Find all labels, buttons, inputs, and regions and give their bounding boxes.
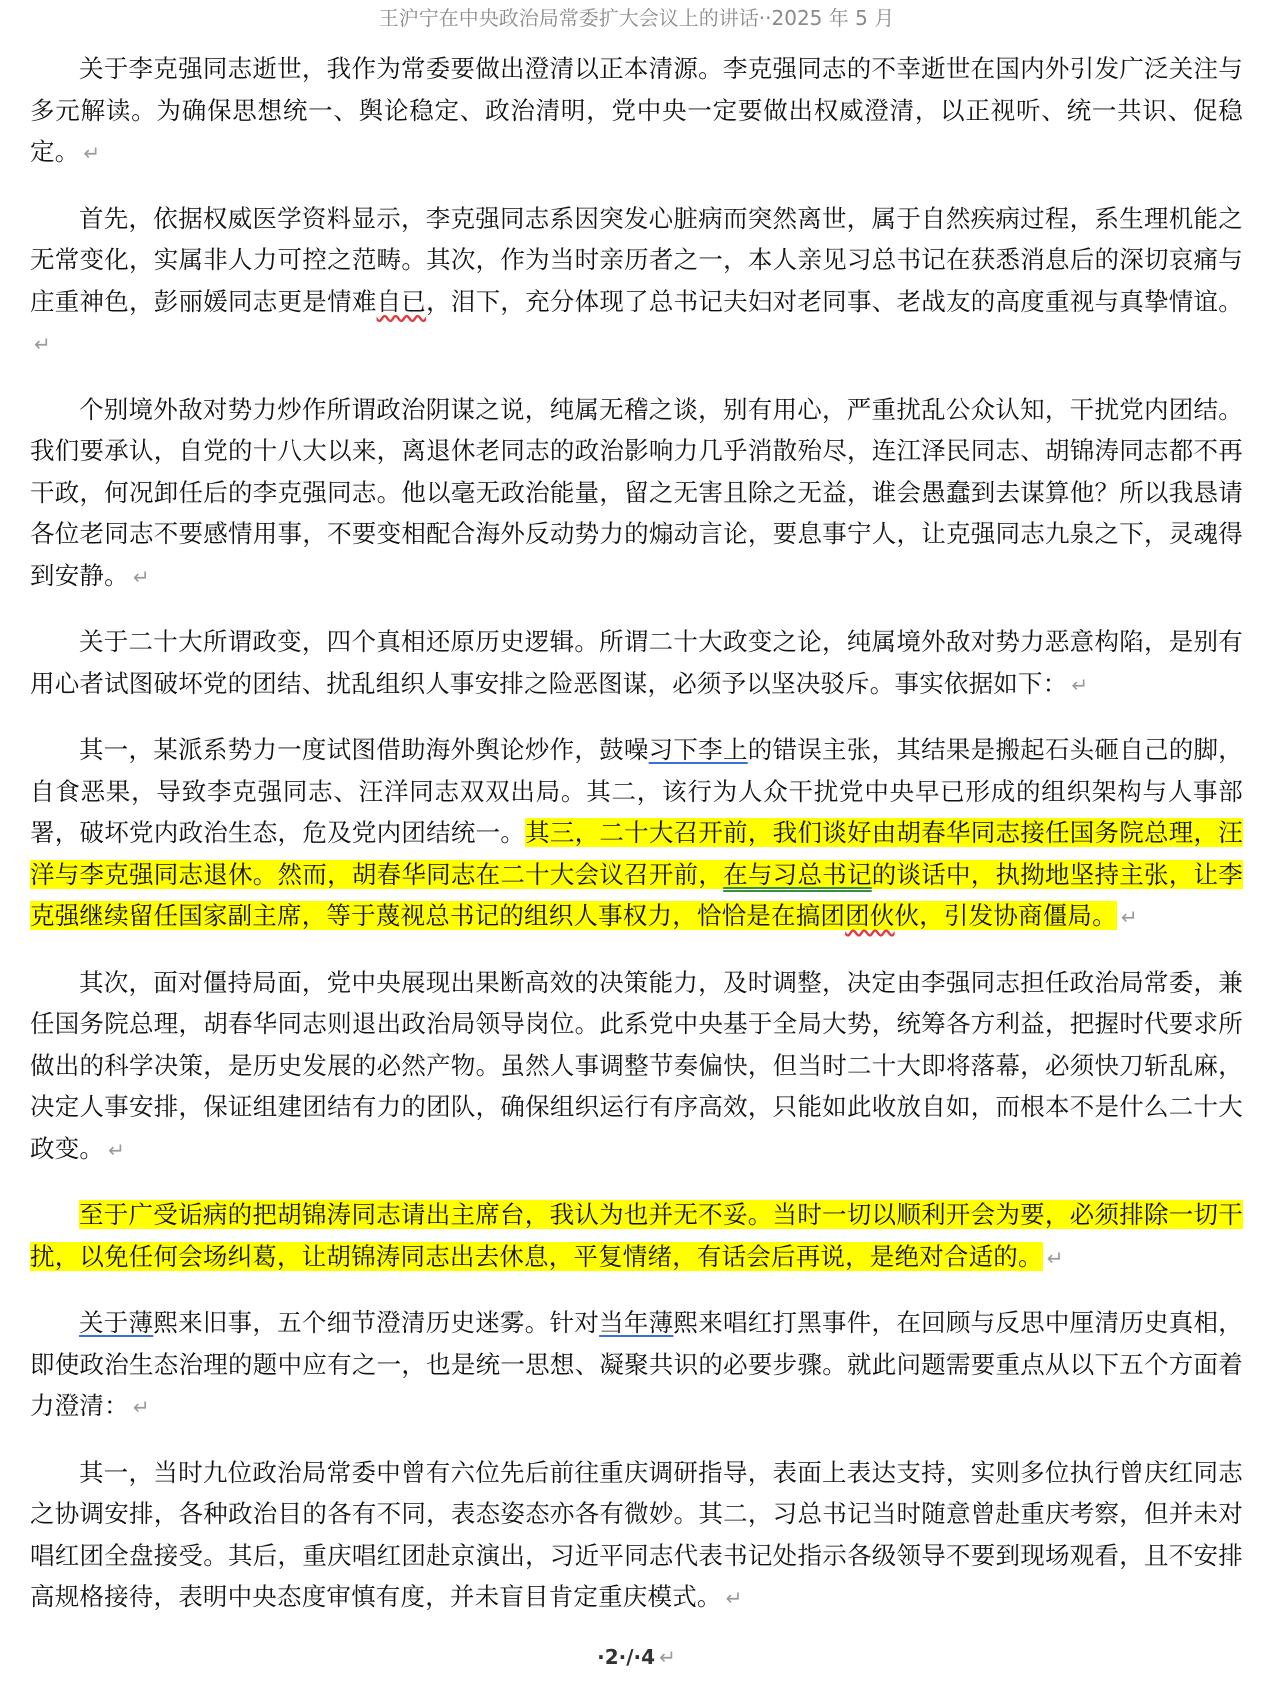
paragraph-8 — [30, 1302, 1243, 1429]
paragraph-mark-icon: ↵ — [1046, 1245, 1064, 1270]
grammar-flagged-text[interactable]: 关于薄 — [79, 1308, 154, 1337]
paragraph-text: 其一，当时九位政治局常委中曾有六位先后前往重庆调研指导，表面上表达支持，实则多位执行曾庆红同志之协调安排，各种政治目的各有不同，表态姿态亦各有微妙。其二，习总书记当时随意曾赴重庆考察，但并未对唱红团全盘接受。其后，重庆唱红团赴京演出，习近平同志代表书记处指示各级领导不要到现场观看，且不安排高规格接待，表明中央态度审慎有度，并未盲目肯定重庆模式。 — [30, 1457, 1243, 1611]
paragraph-mark-icon: ↵ — [1120, 905, 1138, 929]
page-number: ·2·/·4 — [597, 1645, 656, 1669]
paragraph-5 — [30, 729, 1243, 939]
page-header: 王沪宁在中央政治局常委扩大会议上的讲话··2025 年 5 月 — [378, 6, 895, 30]
paragraph-text: 关于二十大所谓政变，四个真相还原历史逻辑。所谓二十大政变之论，纯属境外敌对势力恶意构陷，是别有用心者试图破坏党的团结、扰乱组织人事安排之险恶图谋，必须予以坚决驳斥。事实依据如下： — [30, 627, 1243, 698]
paragraph-text: 关于李克强同志逝世，我作为常委要做出澄清以正本清源。李克强同志的不幸逝世在国内外引发广泛关注与多元解读。为确保思想统一、舆论稳定、政治清明，党中央一定要做出权威澄清，以正视听、统一共识、促稳定。 — [30, 54, 1243, 166]
page-footer — [0, 1643, 1273, 1671]
paragraph-6 — [30, 962, 1243, 1172]
paragraph-mark-icon: ↵ — [132, 564, 150, 589]
paragraph-text: 熙来唱红打黑事件，在回顾与反思中厘清历史真相，即使政治生态治理的题中应有之一，也是统一思想、凝聚共识的必要步骤。就此问题需要重点从以下五个方面着力澄清： — [30, 1308, 1243, 1420]
paragraph-mark-icon: ↵ — [1071, 672, 1089, 697]
paragraph-mark-icon: ↵ — [725, 1586, 743, 1610]
paragraph-3 — [30, 389, 1243, 599]
highlighted-spellcheck-text[interactable]: 团伙 — [845, 901, 895, 930]
paragraph-mark-icon: ↵ — [659, 1645, 676, 1669]
paragraph-9 — [30, 1452, 1243, 1620]
paragraph-mark-icon: ↵ — [108, 1137, 126, 1162]
paragraph-1 — [30, 48, 1243, 175]
paragraph-text: 熙来旧事，五个细节澄清历史迷雾。针对 — [153, 1308, 600, 1337]
highlighted-text: 伙，引发协商僵局。 — [894, 901, 1117, 930]
paragraph-mark-icon: ↵ — [34, 332, 51, 356]
paragraph-7 — [30, 1194, 1243, 1279]
grammar-flagged-text[interactable]: 习下李上 — [648, 735, 748, 764]
highlighted-text: 的谈话中，执拗地坚持主张，让李克强继续留任国家副主席，等于蔑视总书记的组织人事权力，恰恰是在搞团 — [30, 859, 1244, 930]
highlighted-text: 至于广受诟病的把胡锦涛同志请出主席台，我认为也并无不妥。当时一切以顺利开会为要，必须排除一切干扰，以免任何会场纠葛，让胡锦涛同志出去休息，平复情绪，有话会后再说，是绝对合适的。 — [30, 1200, 1243, 1271]
paragraph-text: ，泪下，充分体现了总书记夫妇对老同事、老战友的高度重视与真挚情谊。 — [426, 286, 1243, 316]
paragraph-text: 个别境外敌对势力炒作所谓政治阴谋之说，纯属无稽之谈，别有用心，严重扰乱公众认知，干扰党内团结。我们要承认，自党的十八大以来，离退休老同志的政治影响力几乎消散殆尽，连江泽民同志、胡锦涛同志都不再干政，何况卸任后的李克强同志。他以毫无政治能量，留之无害且除之无益，谁会愚蠢到去谋算他？所以我恳请各位老同志不要感情用事，不要变相配合海外反动势力的煽动言论，要息事宁人，让克强同志九泉之下，灵魂得到安静。 — [30, 394, 1243, 590]
spellcheck-flagged-text[interactable]: 自已 — [376, 286, 427, 316]
paragraph-text: 首先，依据权威医学资料显示，李克强同志系因突发心脏病而突然离世，属于自然疾病过程，系生理机能之无常变化，实属非人力可控之范畴。其次，作为当时亲历者之一，本人亲见习总书记在获悉消息后的深切哀痛与庄重神色，彭丽媛同志更是情难 — [30, 203, 1243, 316]
paragraph-text: 其一，某派系势力一度试图借助海外舆论炒作，鼓噪 — [79, 735, 649, 764]
grammar-flagged-text[interactable]: 当年薄 — [599, 1308, 674, 1337]
document-body — [30, 48, 1243, 1643]
paragraph-mark-icon: ↵ — [83, 141, 101, 165]
paragraph-4 — [30, 621, 1243, 706]
paragraph-text: 其次，面对僵持局面，党中央展现出果断高效的决策能力，及时调整，决定由李强同志担任政治局常委，兼任国务院总理，胡春华同志则退出政治局领导岗位。此系党中央基于全局大势，统筹各方利益，把握时代要求所做出的科学决策，是历史发展的必然产物。虽然人事调整节奏偏快，但当时二十大即将落幕，必须快刀斩乱麻，决定人事安排，保证组建团结有力的团队，确保组织运行有序高效，只能如此收放自如，而根本不是什么二十大政变。 — [30, 967, 1243, 1163]
paragraph-text: 的错误主张，其结果是搬起石头砸自己的脚，自食恶果，导致李克强同志、汪洋同志双双出局。其二，该行为人众干扰党中央早已形成的组织架构与人事部署，破坏党内政治生态，危及党内团结统一。 — [30, 735, 1243, 847]
paragraph-2 — [30, 198, 1243, 366]
highlighted-text: 其三，二十大召开前，我们谈好由胡春华同志接任国务院总理，汪洋与李克强同志退休。然而，胡春华同志在二十大会议召开前， — [30, 818, 1243, 889]
highlighted-flagged-text[interactable]: 在与习总书记 — [723, 859, 872, 889]
paragraph-mark-icon: ↵ — [132, 1395, 150, 1419]
